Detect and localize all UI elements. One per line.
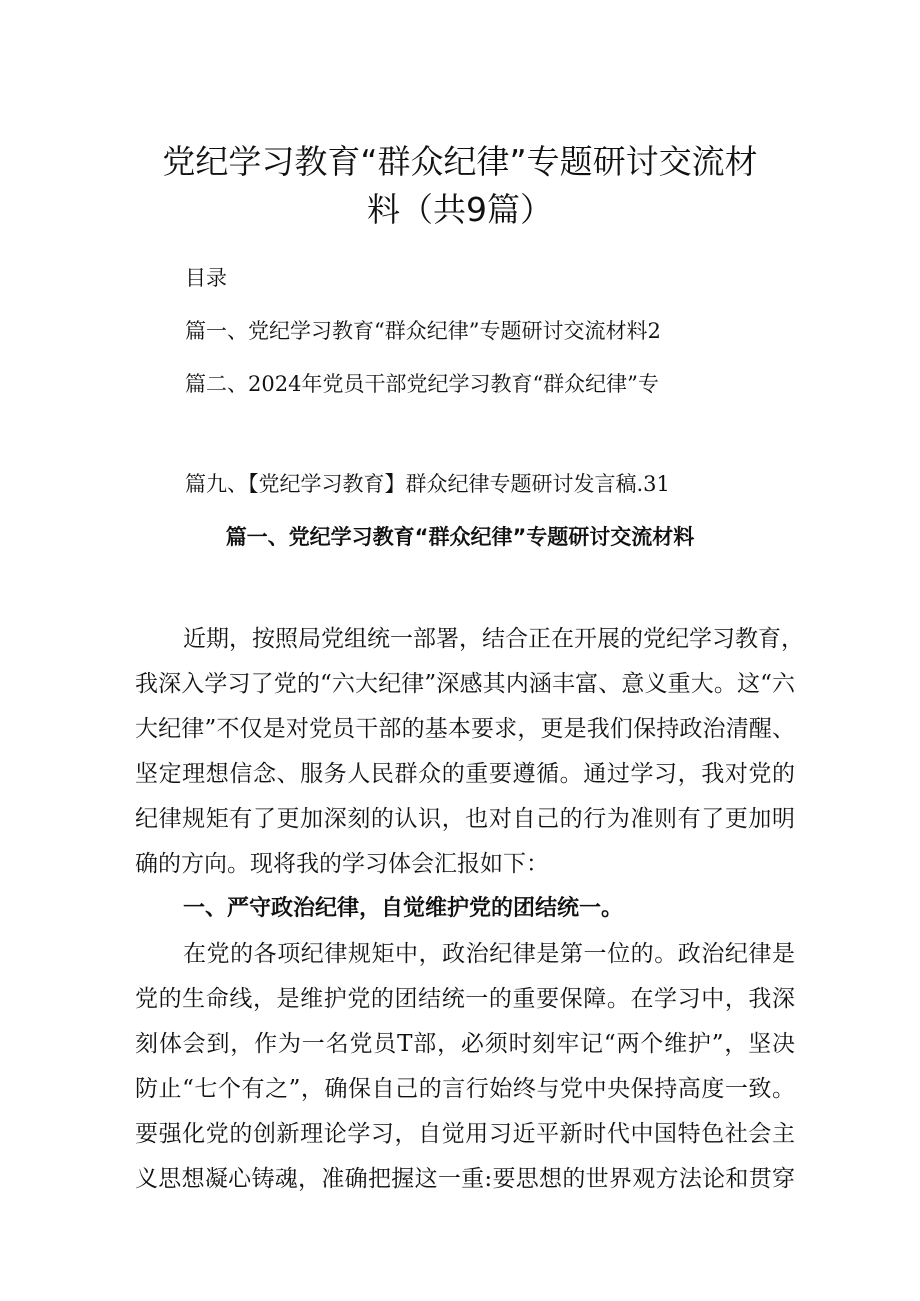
paragraph-2-line: 要强化党的创新理论学习，自觉用习近平新时代中国特色社会主 — [135, 1121, 795, 1147]
paragraph-1-line: 确的方向。现将我的学习体会汇报如下： — [135, 851, 549, 877]
document-title-line-1: 党纪学习教育“群众纪律”专题研讨交流材 — [162, 142, 758, 181]
paragraph-1-line: 纪律规矩有了更加深刻的认识，也对自己的行为准则有了更加明 — [135, 806, 795, 832]
subheading-1: 一、严守政治纪律，自觉维护党的团结统一。 — [183, 896, 624, 921]
paragraph-1-line: 坚定理想信念、服务人民群众的重要遵循。通过学习，我对党的 — [135, 761, 795, 787]
paragraph-1-line: 我深入学习了党的“六大纪律”深感其内涵丰富、意义重大。这“六 — [135, 671, 795, 697]
paragraph-1-line: 大纪律”不仅是对党员干部的基本要求，更是我们保持政治清醒、 — [135, 716, 795, 742]
paragraph-2-line: 防止“七个有之”，确保自己的言行始终与党中央保持高度一致。 — [135, 1076, 795, 1102]
paragraph-2-line: 党的生命线，是维护党的团结统一的重要保障。在学习中，我深 — [135, 986, 795, 1012]
toc-item-9[interactable]: 篇九、【党纪学习教育】群众纪律专题研讨发言稿.31 — [185, 472, 670, 496]
paragraph-2-line: 义思想凝心铸魂，准确把握这一重:要思想的世界观方法论和贯穿 — [135, 1166, 795, 1192]
paragraph-2-line: 在党的各项纪律规矩中，政治纪律是第一位的。政治纪律是 — [183, 941, 795, 967]
toc-item-2[interactable]: 篇二、2024年党员干部党纪学习教育“群众纪律”专 — [185, 372, 659, 396]
paragraph-1-line: 近期，按照局党组统一部署，结合正在开展的党纪学习教育， — [183, 626, 804, 652]
toc-item-1[interactable]: 篇一、党纪学习教育“群众纪律”专题研讨交流材料2 — [185, 319, 661, 343]
section-title: 篇一、党纪学习教育“群众纪律”专题研讨交流材料 — [225, 525, 695, 549]
document-title-line-2: 料（共9篇） — [367, 190, 553, 229]
paragraph-2-line: 刻体会到，作为一名党员T部，必须时刻牢记“两个维护”，坚决 — [135, 1031, 795, 1057]
toc-heading: 目录 — [185, 266, 227, 290]
